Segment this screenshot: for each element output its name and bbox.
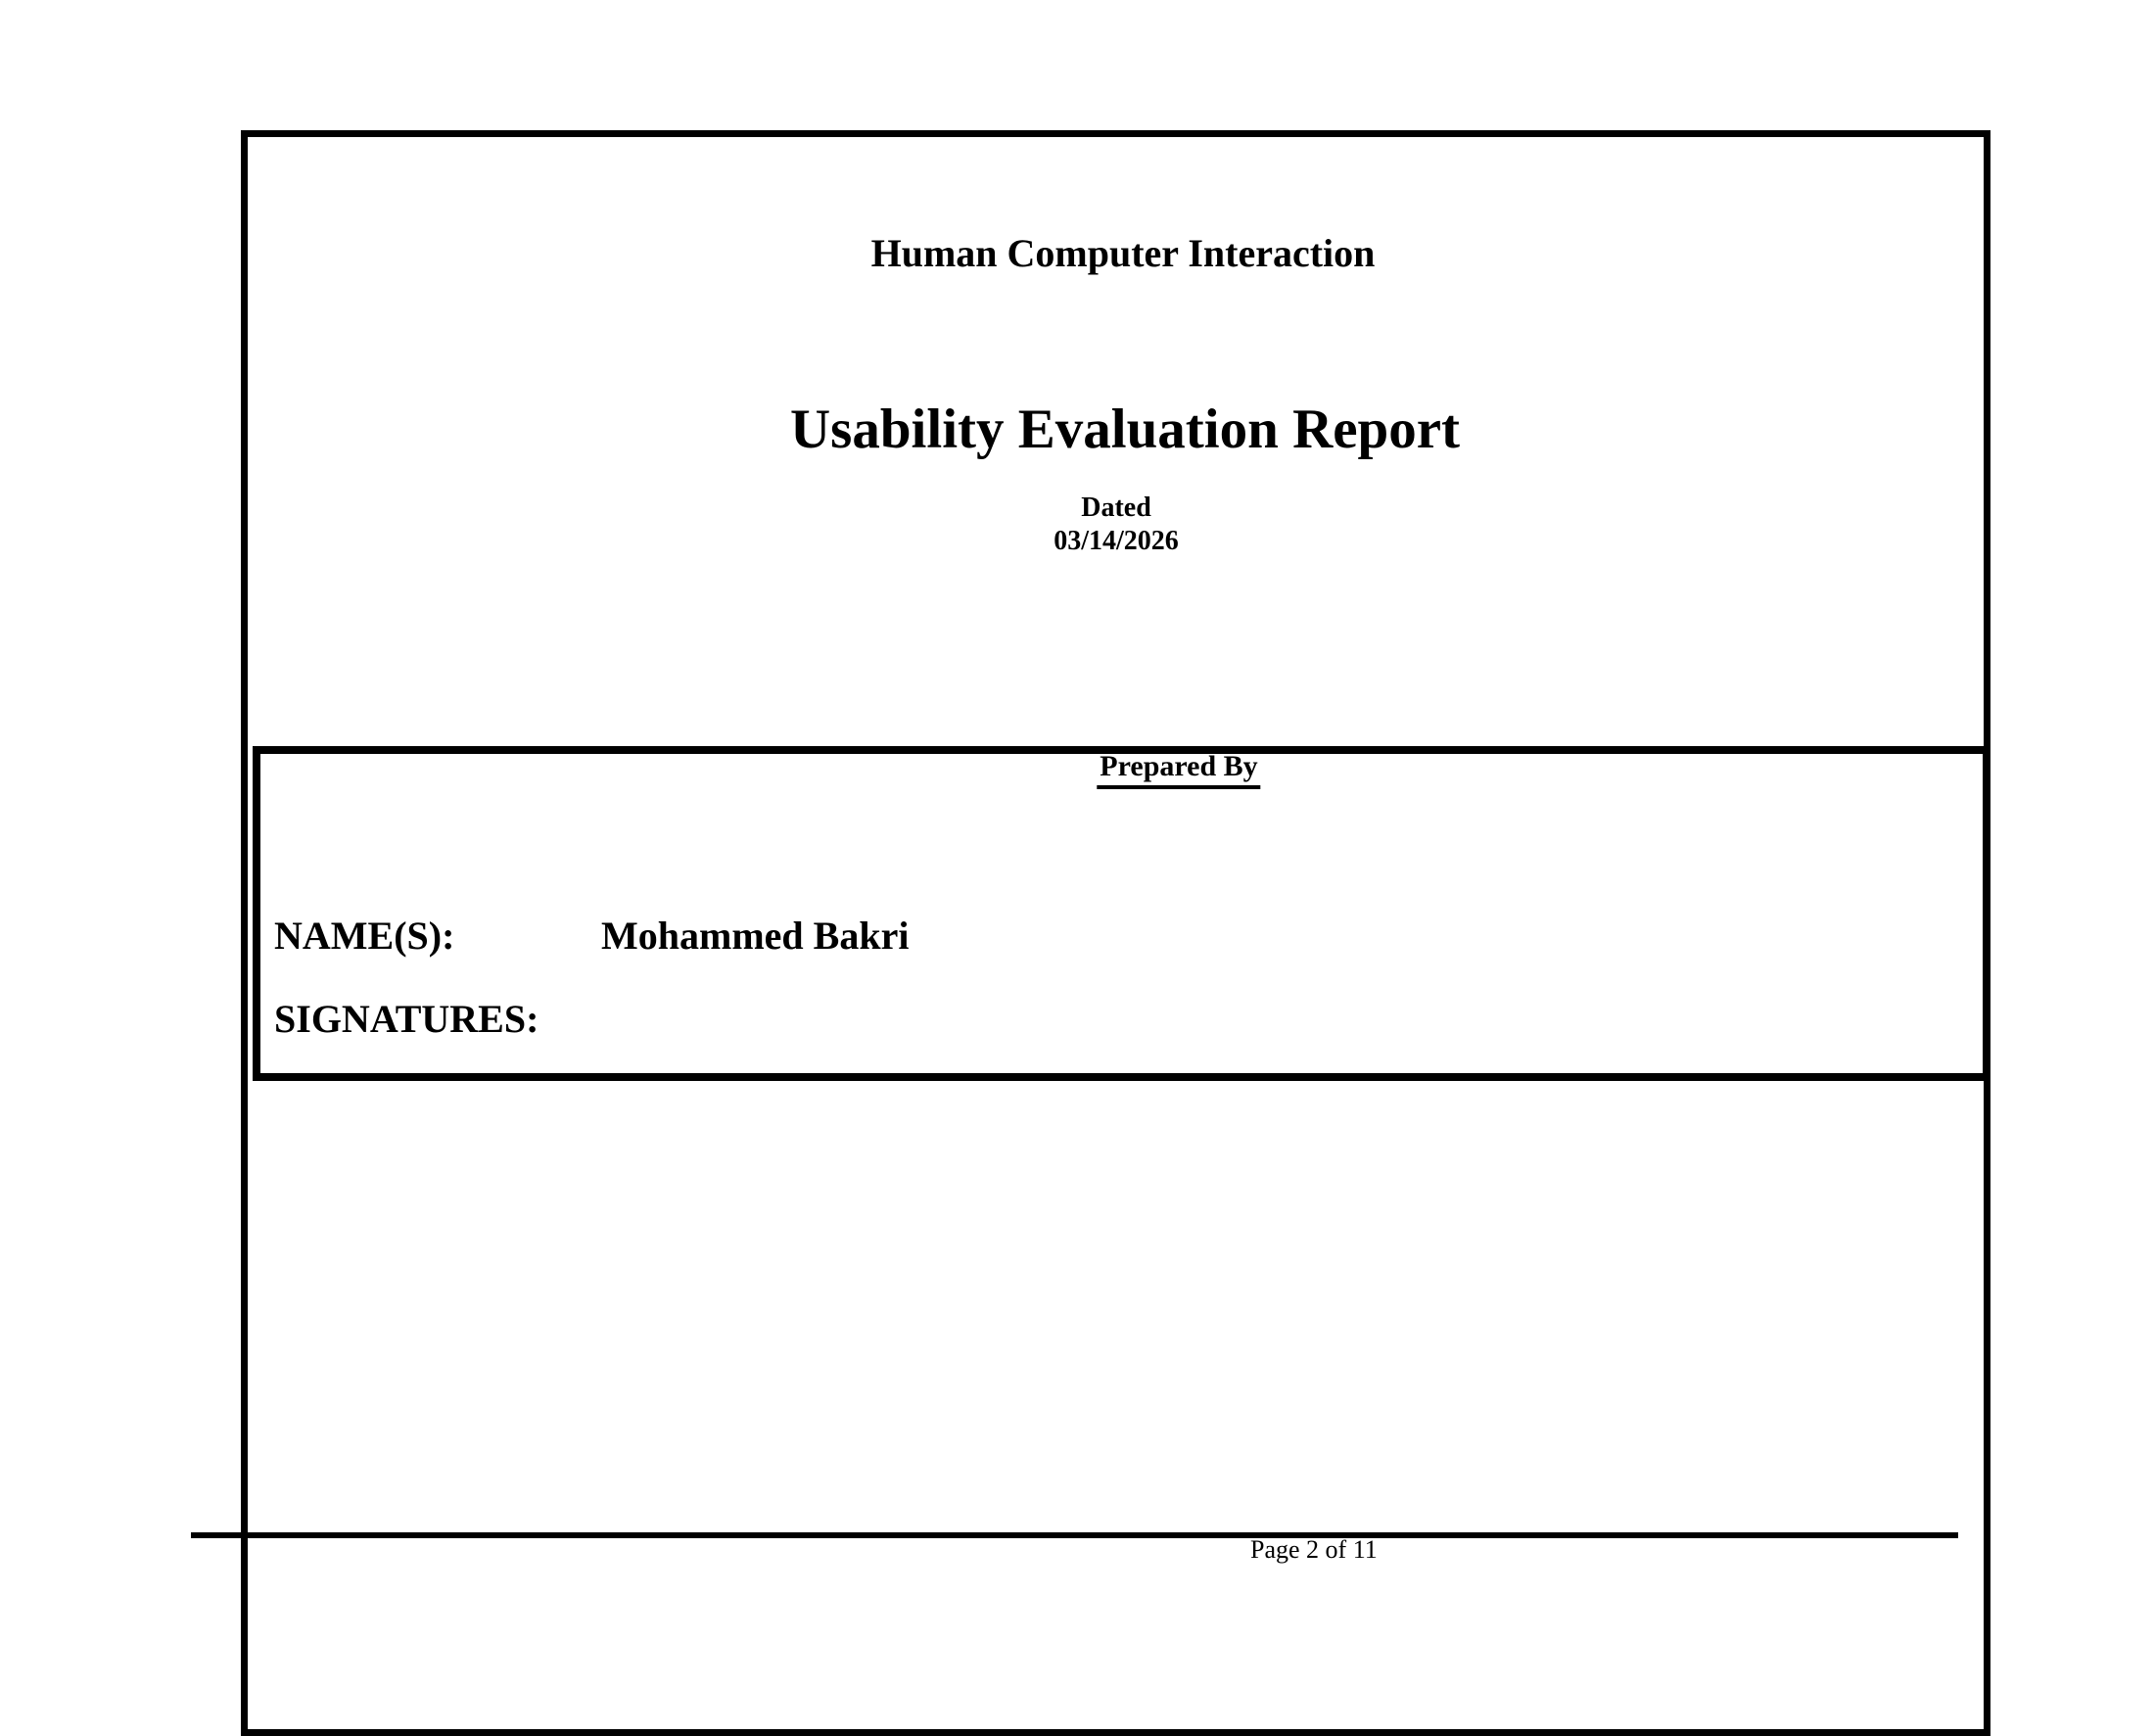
report-title: Usability Evaluation Report <box>789 399 1461 460</box>
page-number: Page 2 of 11 <box>1250 1535 1378 1564</box>
course-header: Human Computer Interaction <box>870 231 1376 275</box>
names-label: NAME(S): <box>274 914 455 958</box>
signatures-label: SIGNATURES: <box>274 997 539 1041</box>
prepared-by-heading <box>1097 752 1260 789</box>
dated-label: Dated <box>1081 493 1151 523</box>
footer-rule <box>191 1532 1958 1538</box>
names-value: Mohammed Bakri <box>601 914 910 958</box>
dated-block <box>1054 492 1179 558</box>
date-value: 03/14/2026 <box>1054 526 1179 556</box>
prepared-by-heading-text: Prepared By <box>1097 752 1260 789</box>
